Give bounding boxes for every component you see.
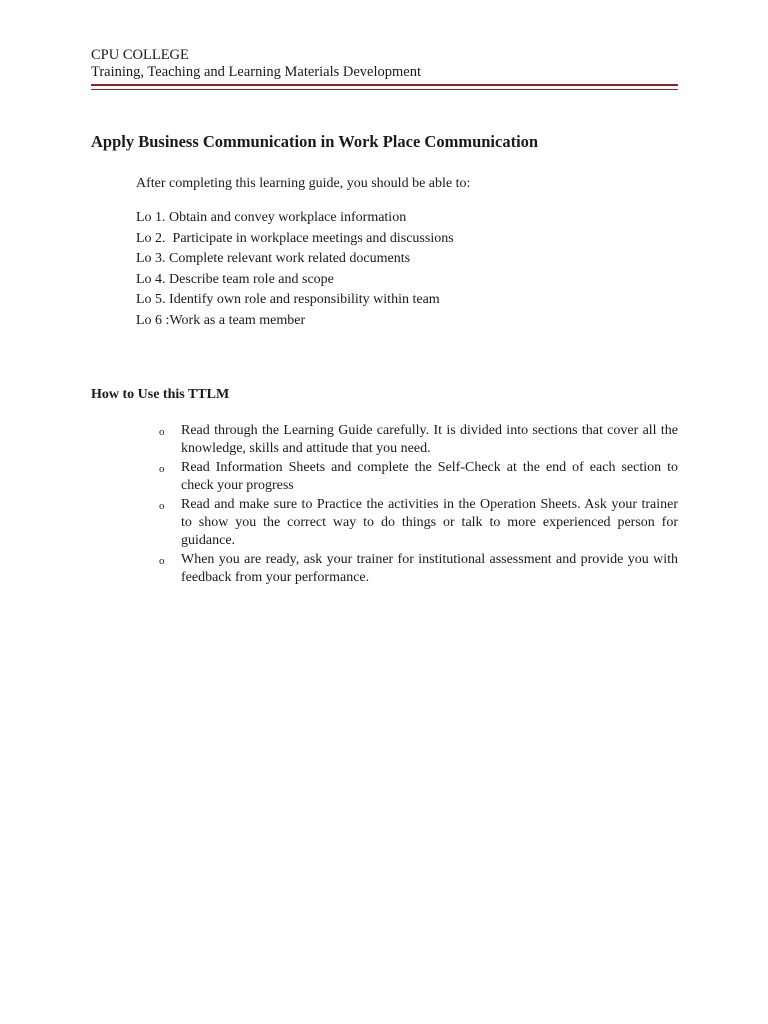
learning-outcomes-list [136, 209, 454, 332]
learning-outcome-2: Lo 2. Participate in workplace meetings and discussions [136, 230, 454, 246]
instruction-item-3 [159, 496, 678, 550]
module-title: Apply Business Communication in Work Place Communication [91, 132, 539, 151]
header-rule-thin [91, 89, 678, 90]
circle-bullet-icon: o [159, 463, 165, 475]
learning-outcome-5: Lo 5. Identify own role and responsibility within team [136, 292, 440, 307]
instruction-item-4 [159, 551, 678, 587]
instruction-item-2 [159, 459, 678, 495]
instruction-text-4: When you are ready, ask your trainer for institutional assessment and provide you with feedback from your performance. [181, 552, 678, 585]
instruction-text-3: Read and make sure to Practice the activities in the Operation Sheets. Ask your trainer to show you the correct way to do things or talk to more experienced person for guidance. [181, 497, 678, 548]
section-heading-how-to-use: How to Use this TTLM [91, 387, 230, 402]
circle-bullet-icon: o [159, 555, 165, 567]
instruction-item-1 [159, 422, 678, 458]
instruction-text-2: Read Information Sheets and complete the Self-Check at the end of each section to check your progress [181, 460, 678, 493]
learning-outcome-6: Lo 6 :Work as a team member [136, 312, 306, 328]
circle-bullet-icon: o [159, 500, 165, 512]
instruction-text-1: Read through the Learning Guide carefully. It is divided into sections that cover all the knowledge, skills and attitude that you need. [181, 423, 678, 456]
page-header [91, 47, 678, 81]
circle-bullet-icon: o [159, 426, 165, 438]
instructions-list [159, 422, 678, 588]
learning-outcome-4: Lo 4. Describe team role and scope [136, 271, 334, 287]
intro-text: After completing this learning guide, you should be able to: [136, 176, 471, 191]
header-rule [91, 84, 678, 86]
header-subtitle: Training, Teaching and Learning Materials Development [91, 64, 421, 80]
learning-outcome-3: Lo 3. Complete relevant work related documents [136, 251, 411, 266]
college-name: CPU COLLEGE [91, 47, 189, 63]
learning-outcome-1: Lo 1. Obtain and convey workplace information [136, 210, 407, 225]
